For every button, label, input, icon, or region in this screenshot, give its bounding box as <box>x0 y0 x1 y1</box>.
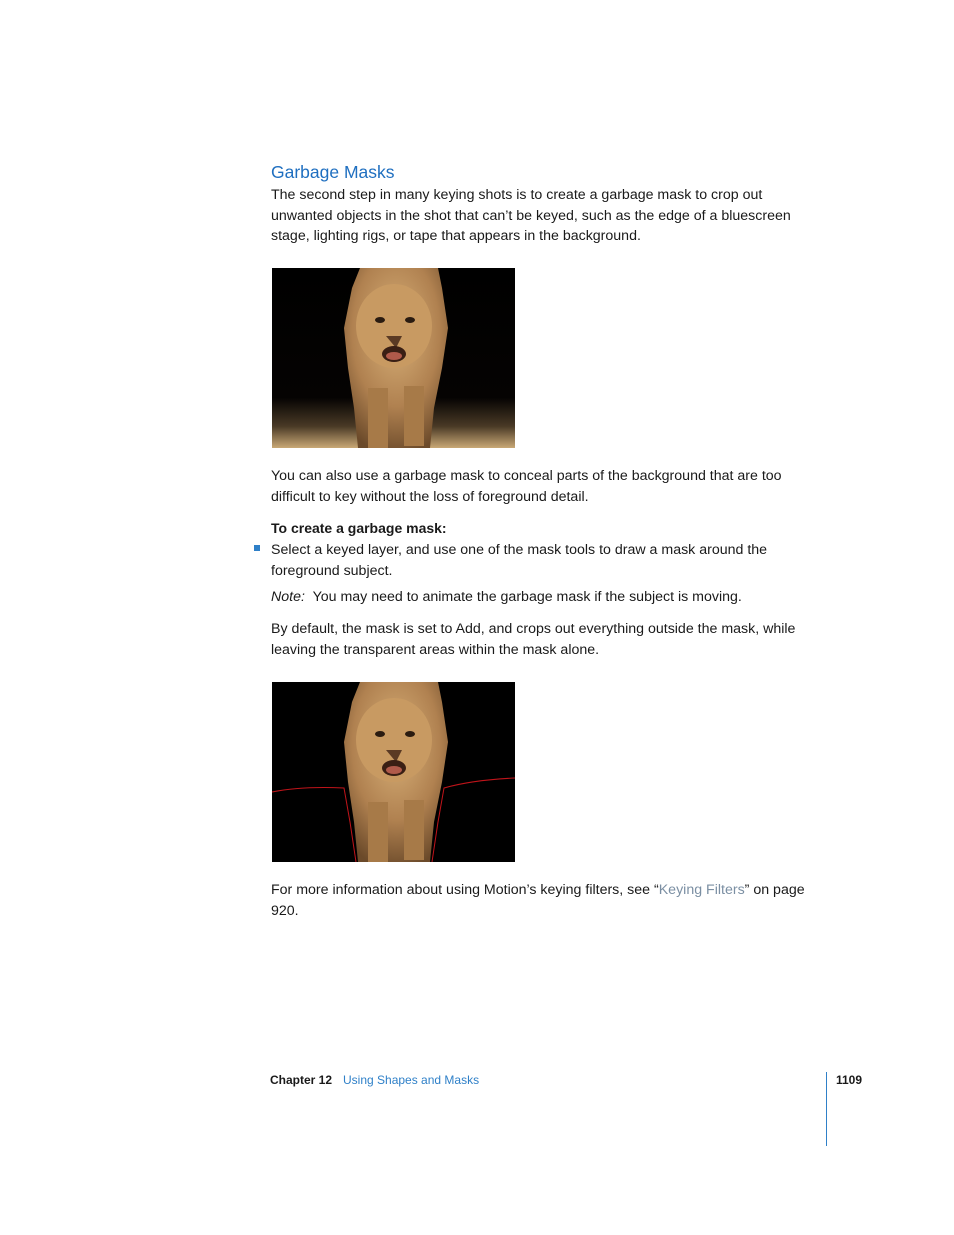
more-info-prefix: For more information about using Motion’s keying filters, see “ <box>271 882 659 898</box>
footer-chapter-title[interactable]: Using Shapes and Masks <box>343 1073 480 1087</box>
lion-photo-before-mask <box>272 268 515 448</box>
more-info-paragraph <box>271 880 806 921</box>
page-number: 1109 <box>836 1073 863 1087</box>
footer-chapter-label: Chapter 12 <box>270 1073 333 1087</box>
footer-divider <box>826 1072 827 1146</box>
step-1-text: Select a keyed layer, and use one of the mask tools to draw a mask around the foreground subject. <box>271 542 768 579</box>
task-heading: To create a garbage mask: <box>271 520 447 536</box>
note-label: Note: <box>271 589 305 605</box>
note-text: You may need to animate the garbage mask if the subject is moving. <box>312 589 742 605</box>
lion-photo-after-mask <box>272 682 515 862</box>
keying-filters-link[interactable]: Keying Filters <box>658 882 745 898</box>
lion-illustration <box>272 268 515 448</box>
conceal-paragraph: You can also use a garbage mask to conceal parts of the background that are too difficult to key without the loss of foreground detail. <box>271 468 782 505</box>
more-info-suffix: ” on page 920. <box>271 882 805 919</box>
default-mask-paragraph: By default, the mask is set to Add, and crops out everything outside the mask, while leaving the transparent areas within the mask alone. <box>271 621 796 658</box>
bullet-square-icon <box>254 545 260 551</box>
note-paragraph <box>271 587 806 608</box>
section-heading: Garbage Masks <box>271 162 395 182</box>
intro-paragraph: The second step in many keying shots is to create a garbage mask to crop out unwanted objects in the shot that can’t be keyed, such as the edge of a bluescreen stage, lighting rigs, or tape that appears in the background. <box>271 187 791 244</box>
masked-lion-illustration <box>272 682 515 862</box>
